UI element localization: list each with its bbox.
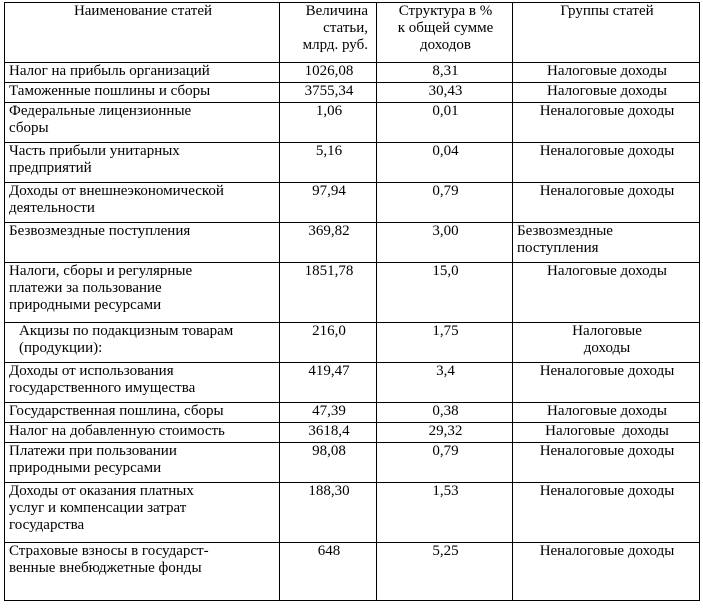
table-row (5, 263, 700, 323)
row-percent: 1,75 (377, 323, 513, 363)
table-row (5, 363, 700, 403)
row-name: Доходы от использования государственного имущества (5, 363, 280, 403)
table-row (5, 403, 700, 423)
table-row (5, 183, 700, 223)
table-row (5, 223, 700, 263)
column-header-amount: Величина статьи, млрд. руб. (280, 3, 377, 63)
row-name: Страховые взносы в государст- венные внебюджетные фонды (5, 543, 280, 601)
row-group: Неналоговые доходы (513, 183, 700, 223)
row-group: Неналоговые доходы (513, 543, 700, 601)
revenue-structure-table (4, 2, 700, 601)
row-group: Неналоговые доходы (513, 103, 700, 143)
row-amount: 98,08 (280, 443, 377, 483)
row-amount: 5,16 (280, 143, 377, 183)
table-row (5, 443, 700, 483)
table-row (5, 143, 700, 183)
row-percent: 30,43 (377, 83, 513, 103)
table-row (5, 103, 700, 143)
row-name: Акцизы по подакцизным товарам (продукции): (5, 323, 280, 363)
row-percent: 0,79 (377, 443, 513, 483)
row-name: Платежи при пользовании природными ресурсами (5, 443, 280, 483)
table-row (5, 543, 700, 601)
row-percent: 0,01 (377, 103, 513, 143)
table-row (5, 323, 700, 363)
row-percent: 15,0 (377, 263, 513, 323)
row-percent: 0,79 (377, 183, 513, 223)
table-row (5, 483, 700, 543)
row-amount: 1851,78 (280, 263, 377, 323)
row-amount: 369,82 (280, 223, 377, 263)
row-name: Налог на прибыль организаций (5, 63, 280, 83)
row-name: Налог на добавленную стоимость (5, 423, 280, 443)
row-group: Налоговые доходы (513, 83, 700, 103)
row-percent: 5,25 (377, 543, 513, 601)
row-amount: 97,94 (280, 183, 377, 223)
row-name: Доходы от внешнеэкономической деятельности (5, 183, 280, 223)
row-percent: 0,38 (377, 403, 513, 423)
row-name: Часть прибыли унитарных предприятий (5, 143, 280, 183)
row-amount: 1026,08 (280, 63, 377, 83)
row-amount: 216,0 (280, 323, 377, 363)
row-percent: 0,04 (377, 143, 513, 183)
row-group: Налоговые доходы (513, 323, 700, 363)
row-percent: 29,32 (377, 423, 513, 443)
row-group: Неналоговые доходы (513, 483, 700, 543)
table-header-row (5, 3, 700, 63)
row-amount: 648 (280, 543, 377, 601)
row-percent: 8,31 (377, 63, 513, 83)
row-group: Налоговые доходы (513, 423, 700, 443)
row-amount: 1,06 (280, 103, 377, 143)
row-group: Безвозмездные поступления (513, 223, 700, 263)
row-name: Безвозмездные поступления (5, 223, 280, 263)
row-name: Налоги, сборы и регулярные платежи за пользование природными ресурсами (5, 263, 280, 323)
row-amount: 419,47 (280, 363, 377, 403)
row-name: Федеральные лицензионные сборы (5, 103, 280, 143)
row-group: Неналоговые доходы (513, 363, 700, 403)
row-percent: 3,4 (377, 363, 513, 403)
column-header-item-name: Наименование статей (5, 3, 280, 63)
table-row (5, 63, 700, 83)
table-row (5, 83, 700, 103)
row-group: Неналоговые доходы (513, 143, 700, 183)
column-header-group: Группы статей (513, 3, 700, 63)
row-name: Государственная пошлина, сборы (5, 403, 280, 423)
row-group: Налоговые доходы (513, 403, 700, 423)
row-amount: 3618,4 (280, 423, 377, 443)
row-group: Налоговые доходы (513, 263, 700, 323)
row-name: Доходы от оказания платных услуг и компенсации затрат государства (5, 483, 280, 543)
row-amount: 3755,34 (280, 83, 377, 103)
row-percent: 1,53 (377, 483, 513, 543)
column-header-structure-percent: Структура в % к общей сумме доходов (377, 3, 513, 63)
row-name: Таможенные пошлины и сборы (5, 83, 280, 103)
table-row (5, 423, 700, 443)
row-group: Неналоговые доходы (513, 443, 700, 483)
row-amount: 188,30 (280, 483, 377, 543)
row-percent: 3,00 (377, 223, 513, 263)
row-group: Налоговые доходы (513, 63, 700, 83)
row-amount: 47,39 (280, 403, 377, 423)
